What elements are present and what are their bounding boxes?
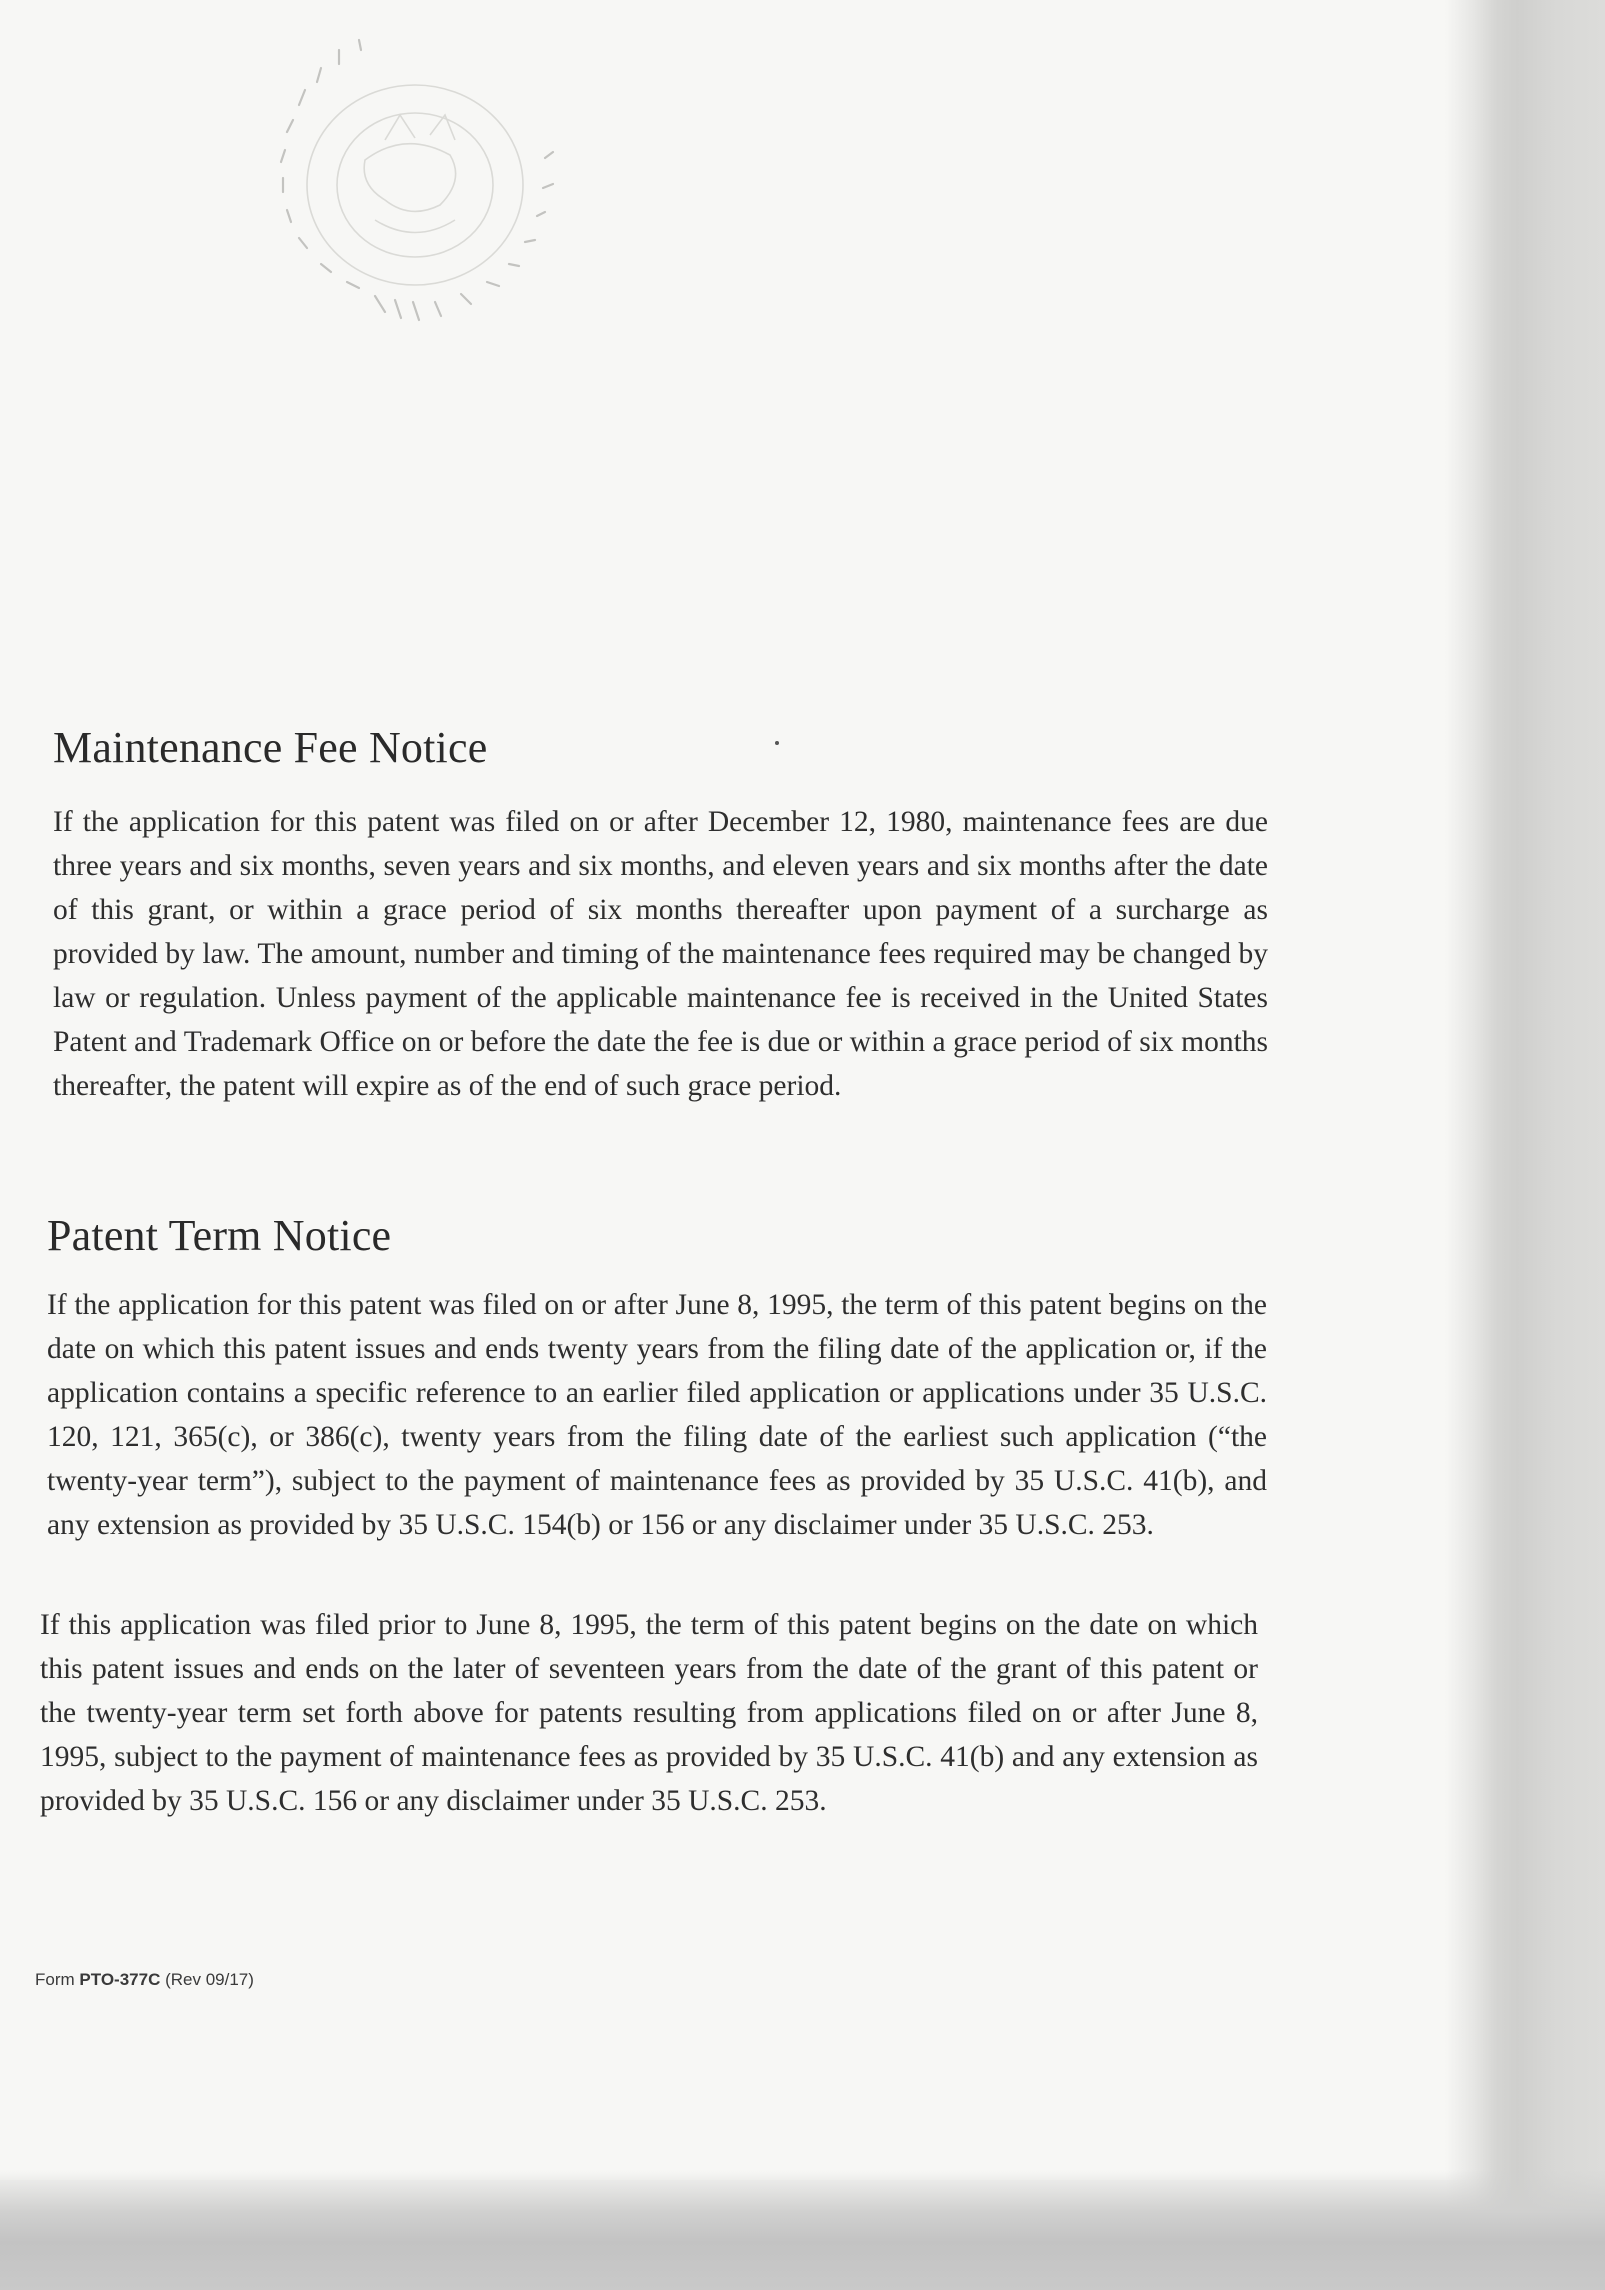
maintenance-fee-heading: Maintenance Fee Notice [53,723,488,772]
maintenance-fee-body: If the application for this patent was filed on or after December 12, 1980, maintenance fees are due three years and six months, seven years and six months, and eleven years and six months after the date of this grant, or within a grace period of six months thereafter upon payment of a surcharge as provided by law. The amount, number and timing of the maintenance fees required may be changed by law or regulation. Unless payment of the applicable maintenance fee is received in the United States Patent and Trademark Office on or before the date the fee is due or within a grace period of six months thereafter, the patent will expire as of the end of such grace period. [53,806,1268,1102]
form-prefix: Form [35,1970,75,1989]
patent-term-heading: Patent Term Notice [47,1211,392,1260]
form-revision: (Rev 09/17) [165,1970,254,1989]
form-number-footer [35,1970,254,1990]
form-number: PTO-377C [79,1970,161,1989]
stray-mark [775,741,779,745]
scanner-bottom-shadow [0,2170,1605,2290]
patent-term-paragraph-1: If the application for this patent was filed on or after June 8, 1995, the term of this patent begins on the date on which this patent issues and ends twenty years from the filing date of the application or, if the application contains a specific reference to an earlier filed application or applications under 35 U.S.C. 120, 121, 365(c), or 386(c), twenty years from the filing date of the earliest such application (“the twenty-year term”), subject to the payment of maintenance fees as provided by 35 U.S.C. 41(b), and any extension as provided by 35 U.S.C. 154(b) or 156 or any disclaimer under 35 U.S.C. 253. [47,1289,1267,1541]
embossed-seal-icon [235,20,595,360]
patent-term-paragraph-2: If this application was filed prior to June 8, 1995, the term of this patent begins on the date on which this patent issues and ends on the later of seventeen years from the date of the grant of this patent or the twenty-year term set forth above for patents resulting from applications filed on or after June 8, 1995, subject to the payment of maintenance fees as provided by 35 U.S.C. 41(b) and any extension as provided by 35 U.S.C. 156 or any disclaimer under 35 U.S.C. 253. [40,1609,1258,1817]
page-edge-shadow [1445,0,1605,2290]
